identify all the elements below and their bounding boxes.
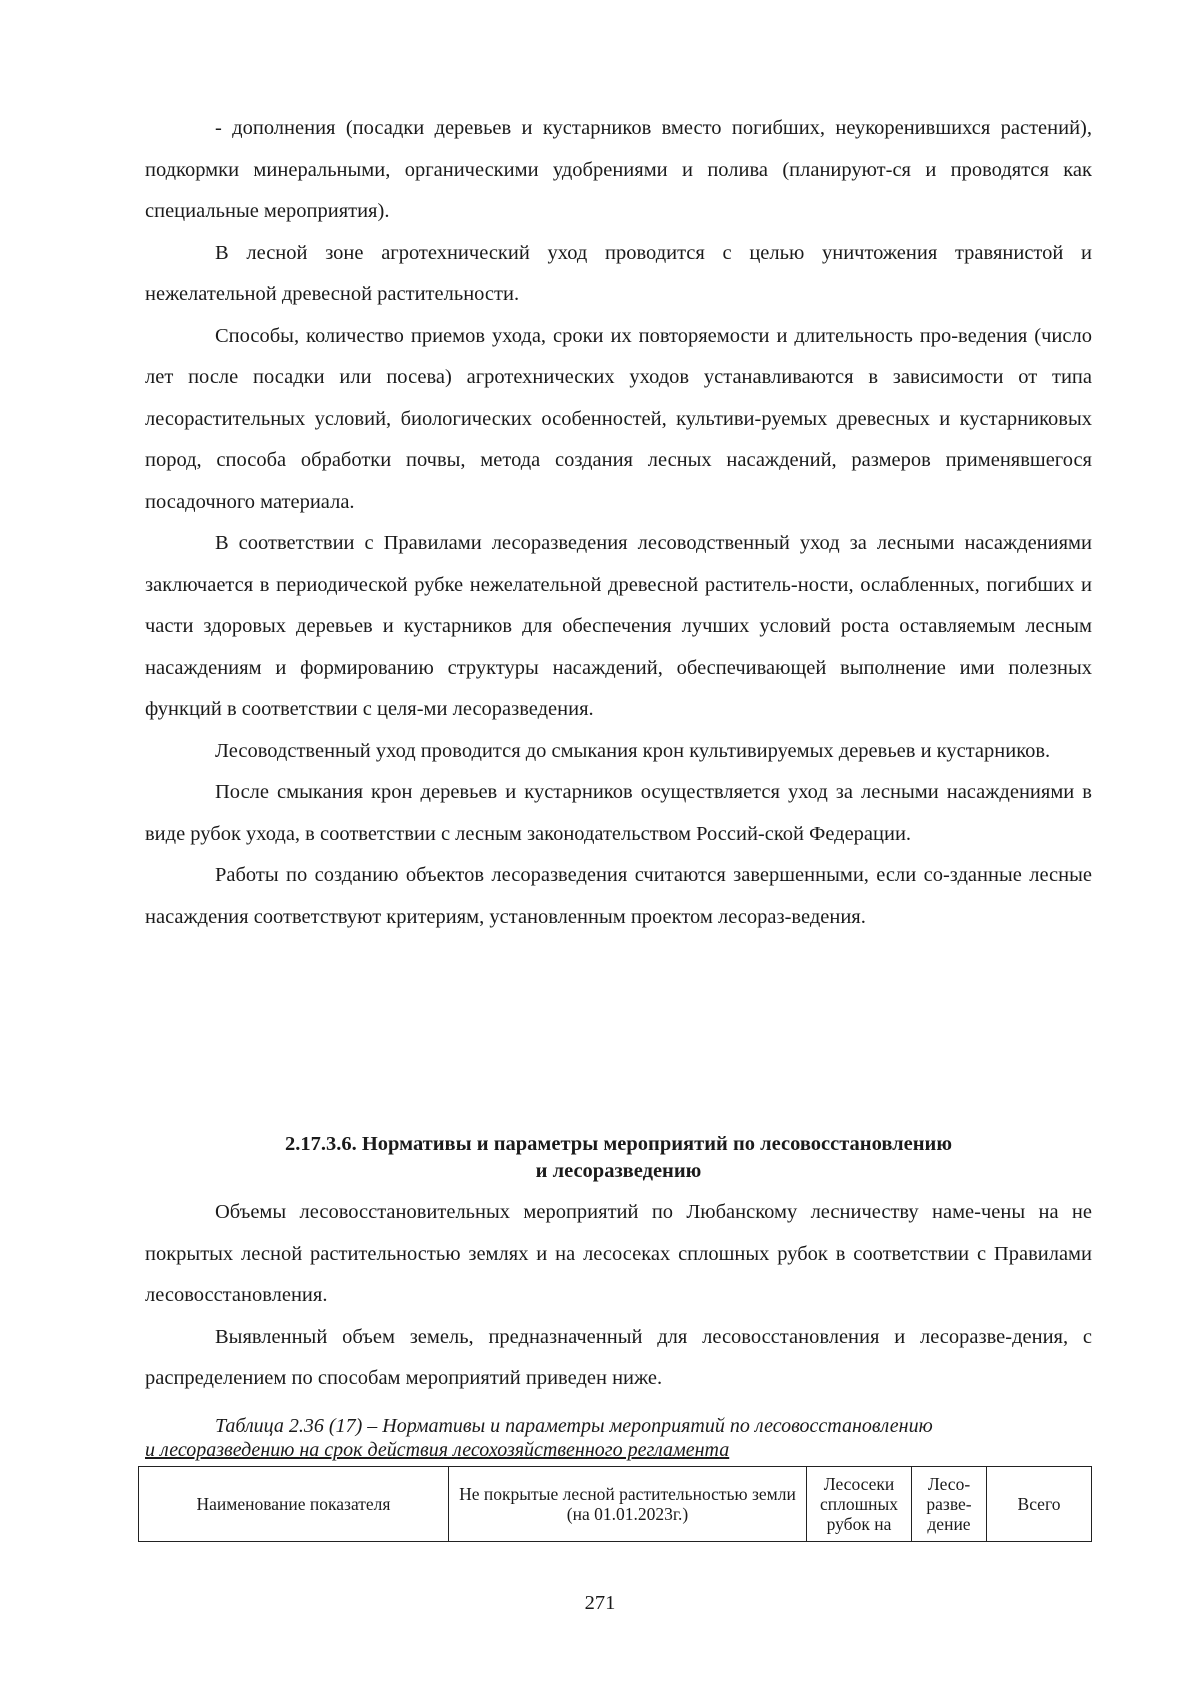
body-text-top	[145, 108, 1092, 938]
paragraph: Объемы лесовосстановительных мероприятий по Любанскому лесничеству наме-чены на не покрытых лесной растительностью землях и на лесосеках сплошных рубок в соответствии с Правилами лесовосстановления.	[145, 1201, 1092, 1306]
paragraph: Выявленный объем земель, предназначенный для лесовосстановления и лесоразве-дения, с распределением по способам мероприятий приведен ниже.	[145, 1325, 1092, 1389]
table-caption-line: и лесоразведению на срок действия лесохозяйственного регламента	[145, 1439, 730, 1461]
paragraph: Способы, количество приемов ухода, сроки их повторяемости и длительность про-ведения (число лет после посадки или посева) агротехнических уходов устанавливаются в зависимости от типа лесорастительных условий, биологических особенностей, культиви-руемых древесных и кустарниковых пород, способа обработки почвы, метода создания лесных насаждений, размеров применявшегося посадочного материала.	[145, 324, 1092, 513]
paragraph: В лесной зоне агротехнический уход проводится с целью уничтожения травянистой и нежелательной древесной растительности.	[145, 241, 1092, 305]
paragraph: Лесоводственный уход проводится до смыкания крон культивируемых деревьев и кустарников.	[215, 739, 1051, 762]
page-number: 271	[584, 1592, 616, 1614]
paragraph: После смыкания крон деревьев и кустарников осуществляется уход за лесными насаждениями в виде рубок ухода, в соответствии с лесным законодательством Россий-ской Федерации.	[145, 781, 1092, 845]
paragraph: В соответствии с Правилами лесоразведения лесоводственный уход за лесными насаждениями заключается в периодической рубке нежелательной древесной раститель-ности, ослабленных, погибших и части здоровых деревьев и кустарников для обеспечения лучших условий роста оставляемым лесным насаждениям и формированию структуры насаждений, обеспечивающей выполнение ими полезных функций в соответствии с целя-ми лесоразведения.	[145, 532, 1092, 720]
header-cell-indicator-name: Наименование показателя	[139, 1467, 449, 1542]
section-heading-line: 2.17.3.6. Нормативы и параметры мероприятий по лесовосстановлению	[284, 1133, 953, 1155]
table-caption	[145, 1414, 1092, 1462]
header-cell-afforestation: Лесо-разве-дение	[912, 1467, 987, 1542]
header-cell-total: Всего	[987, 1467, 1092, 1542]
body-text-bottom	[145, 1192, 1092, 1400]
section-heading-line: и лесоразведению	[535, 1160, 702, 1182]
header-cell-unforested-land: Не покрытые лесной растительностью земли (на 01.01.2023г.)	[449, 1467, 807, 1542]
norms-table	[138, 1466, 1092, 1542]
table-header-row	[139, 1467, 1092, 1542]
table-caption-line: Таблица 2.36 (17) – Нормативы и параметры мероприятий по лесовосстановлению	[215, 1415, 933, 1437]
section-heading	[145, 1131, 1092, 1185]
paragraph: - дополнения (посадки деревьев и кустарников вместо погибших, неукоренившихся растений), подкормки минеральными, органическими удобрениями и полива (планируют-ся и проводятся как специальные мероприятия).	[145, 117, 1092, 222]
header-cell-clearcut-areas: Лесосеки сплошных рубок на	[807, 1467, 912, 1542]
paragraph: Работы по созданию объектов лесоразведения считаются завершенными, если со-зданные лесные насаждения соответствуют критериям, установленным проектом лесораз-ведения.	[145, 864, 1092, 928]
